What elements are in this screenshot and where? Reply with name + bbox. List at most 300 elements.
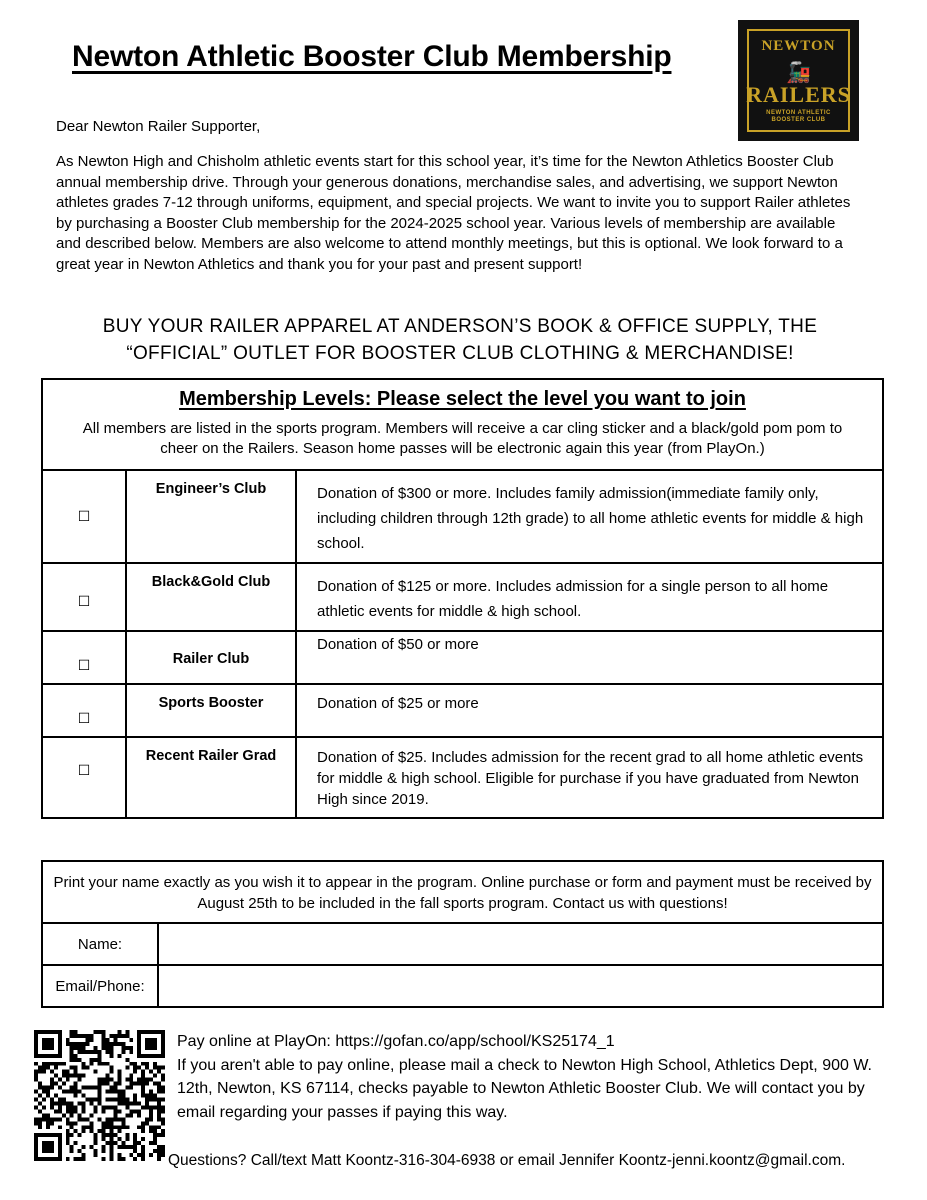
- qr-module: [66, 1078, 70, 1082]
- qr-module: [42, 1030, 46, 1034]
- qr-module: [82, 1034, 86, 1038]
- qr-module: [78, 1113, 82, 1117]
- qr-module: [101, 1149, 105, 1153]
- qr-module: [34, 1090, 38, 1094]
- qr-module: [58, 1101, 62, 1105]
- level-name: Sports Booster: [126, 684, 296, 737]
- qr-module: [78, 1078, 82, 1082]
- qr-module: [86, 1034, 90, 1038]
- level-name: Railer Club: [126, 631, 296, 684]
- qr-module: [46, 1113, 50, 1117]
- qr-module: [86, 1125, 90, 1129]
- qr-module: [74, 1074, 78, 1078]
- qr-module: [109, 1153, 113, 1157]
- qr-module: [113, 1082, 117, 1086]
- qr-module: [105, 1090, 109, 1094]
- qr-module: [70, 1058, 74, 1062]
- qr-module: [50, 1086, 54, 1090]
- qr-module: [50, 1038, 54, 1042]
- qr-module: [82, 1046, 86, 1050]
- qr-module: [129, 1153, 133, 1157]
- qr-module: [42, 1090, 46, 1094]
- qr-module: [54, 1062, 58, 1066]
- qr-module: [109, 1042, 113, 1046]
- qr-module: [86, 1038, 90, 1042]
- qr-module: [34, 1145, 38, 1149]
- qr-module: [58, 1062, 62, 1066]
- qr-module: [109, 1137, 113, 1141]
- qr-module: [149, 1105, 153, 1109]
- qr-module: [38, 1066, 42, 1070]
- qr-module: [74, 1090, 78, 1094]
- qr-module: [141, 1070, 145, 1074]
- intro-paragraph: As Newton High and Chisholm athletic events start for this school year, it’s time for the Newton Athletics Booster Club annual membership drive. Through your generous donations, merchandise sales, and advertising, we support Newton athletes grades 7-12 through uniforms, equipment, and special projects. We want to invite you to support Railer athletes by purchasing a Booster Club membership for the 2024-2025 school year. Various levels of membership are available and described below. Members are also welcome to attend monthly meetings, but this is optional. We look forward to a great year in Newton Athletics and thank you for your past and present support!: [56, 153, 851, 273]
- qr-module: [66, 1109, 70, 1113]
- qr-module: [94, 1105, 98, 1109]
- qr-module: [109, 1157, 113, 1161]
- qr-module: [157, 1066, 161, 1070]
- qr-module: [70, 1109, 74, 1113]
- level-description: Donation of $25. Includes admission for the recent grad to all home athletic events for middle & high school. Eligible for purchase if you have graduated from Newton High since 2019.: [296, 737, 883, 818]
- qr-module: [42, 1062, 46, 1066]
- qr-module: [46, 1094, 50, 1098]
- qr-module: [42, 1070, 46, 1074]
- checkbox-railer-club[interactable]: ☐: [42, 631, 126, 684]
- qr-module: [117, 1074, 121, 1078]
- qr-module: [109, 1050, 113, 1054]
- qr-module: [117, 1082, 121, 1086]
- qr-module: [145, 1082, 149, 1086]
- qr-module: [113, 1109, 117, 1113]
- qr-module: [54, 1074, 58, 1078]
- qr-module: [153, 1105, 157, 1109]
- qr-module: [161, 1050, 165, 1054]
- qr-module: [149, 1153, 153, 1157]
- qr-module: [54, 1101, 58, 1105]
- qr-module: [129, 1074, 133, 1078]
- checkbox-recent-railer-grad[interactable]: ☐: [42, 737, 126, 818]
- qr-module: [105, 1078, 109, 1082]
- qr-module: [38, 1094, 42, 1098]
- qr-module: [121, 1121, 125, 1125]
- qr-module: [66, 1038, 70, 1042]
- qr-module: [42, 1066, 46, 1070]
- qr-module: [105, 1105, 109, 1109]
- qr-module: [38, 1054, 42, 1058]
- qr-module: [101, 1062, 105, 1066]
- qr-module: [109, 1121, 113, 1125]
- qr-module: [74, 1082, 78, 1086]
- qr-module: [54, 1066, 58, 1070]
- qr-module: [161, 1054, 165, 1058]
- qr-module: [117, 1125, 121, 1129]
- logo-text-newton: NEWTON: [761, 38, 836, 54]
- qr-module: [50, 1133, 54, 1137]
- qr-module: [54, 1054, 58, 1058]
- qr-module: [145, 1066, 149, 1070]
- table-row: [42, 737, 883, 818]
- qr-module: [145, 1042, 149, 1046]
- qr-module: [125, 1058, 129, 1062]
- qr-module: [94, 1153, 98, 1157]
- qr-module: [141, 1074, 145, 1078]
- qr-module: [133, 1082, 137, 1086]
- email-phone-field[interactable]: [158, 965, 883, 1007]
- qr-module: [153, 1062, 157, 1066]
- qr-module: [74, 1046, 78, 1050]
- qr-module: [74, 1094, 78, 1098]
- qr-module: [113, 1042, 117, 1046]
- qr-module: [133, 1070, 137, 1074]
- qr-module: [70, 1050, 74, 1054]
- qr-module: [161, 1042, 165, 1046]
- qr-module: [34, 1050, 38, 1054]
- qr-module: [34, 1149, 38, 1153]
- qr-module: [157, 1070, 161, 1074]
- qr-module: [133, 1133, 137, 1137]
- qr-module: [54, 1157, 58, 1161]
- qr-module: [58, 1030, 62, 1034]
- qr-module: [46, 1042, 50, 1046]
- qr-module: [109, 1149, 113, 1153]
- qr-module: [145, 1097, 149, 1101]
- qr-module: [145, 1105, 149, 1109]
- qr-module: [117, 1129, 121, 1133]
- qr-module: [117, 1117, 121, 1121]
- qr-module: [157, 1113, 161, 1117]
- qr-module: [90, 1097, 94, 1101]
- qr-module: [117, 1042, 121, 1046]
- qr-module: [109, 1078, 113, 1082]
- qr-module: [145, 1062, 149, 1066]
- qr-module: [157, 1117, 161, 1121]
- qr-module: [145, 1101, 149, 1105]
- qr-module: [105, 1133, 109, 1137]
- qr-module: [113, 1097, 117, 1101]
- qr-module: [98, 1062, 102, 1066]
- checkbox-black-gold-club[interactable]: ☐: [42, 563, 126, 631]
- qr-module: [90, 1058, 94, 1062]
- qr-module: [129, 1101, 133, 1105]
- qr-module: [38, 1082, 42, 1086]
- qr-module: [82, 1086, 86, 1090]
- qr-module: [125, 1125, 129, 1129]
- qr-module: [74, 1109, 78, 1113]
- qr-module: [153, 1125, 157, 1129]
- checkbox-engineers-club[interactable]: ☐: [42, 470, 126, 563]
- qr-module: [58, 1034, 62, 1038]
- qr-module: [50, 1149, 54, 1153]
- qr-code[interactable]: [34, 1030, 165, 1161]
- qr-module: [34, 1042, 38, 1046]
- qr-module: [34, 1034, 38, 1038]
- qr-module: [109, 1034, 113, 1038]
- qr-module: [78, 1042, 82, 1046]
- qr-module: [70, 1054, 74, 1058]
- qr-module: [137, 1046, 141, 1050]
- qr-module: [141, 1082, 145, 1086]
- qr-module: [101, 1145, 105, 1149]
- qr-module: [137, 1050, 141, 1054]
- qr-module: [157, 1153, 161, 1157]
- qr-module: [157, 1109, 161, 1113]
- qr-module: [101, 1034, 105, 1038]
- qr-module: [149, 1054, 153, 1058]
- qr-module: [125, 1145, 129, 1149]
- qr-module: [74, 1042, 78, 1046]
- qr-module: [94, 1133, 98, 1137]
- qr-module: [66, 1074, 70, 1078]
- checkbox-sports-booster[interactable]: ☐: [42, 684, 126, 737]
- qr-module: [74, 1070, 78, 1074]
- qr-module: [117, 1101, 121, 1105]
- qr-module: [125, 1034, 129, 1038]
- qr-module: [113, 1125, 117, 1129]
- qr-module: [133, 1094, 137, 1098]
- qr-module: [38, 1121, 42, 1125]
- qr-module: [153, 1074, 157, 1078]
- qr-module: [34, 1078, 38, 1082]
- qr-module: [38, 1070, 42, 1074]
- qr-module: [101, 1030, 105, 1034]
- qr-module: [74, 1034, 78, 1038]
- qr-module: [58, 1086, 62, 1090]
- qr-module: [121, 1117, 125, 1121]
- qr-module: [50, 1145, 54, 1149]
- qr-module: [101, 1082, 105, 1086]
- qr-module: [161, 1117, 165, 1121]
- qr-module: [149, 1125, 153, 1129]
- qr-module: [42, 1141, 46, 1145]
- qr-module: [46, 1086, 50, 1090]
- qr-module: [149, 1129, 153, 1133]
- qr-module: [74, 1157, 78, 1161]
- qr-module: [125, 1030, 129, 1034]
- qr-module: [82, 1062, 86, 1066]
- qr-module: [54, 1109, 58, 1113]
- qr-module: [34, 1133, 38, 1137]
- qr-module: [38, 1030, 42, 1034]
- qr-module: [42, 1105, 46, 1109]
- qr-module: [46, 1149, 50, 1153]
- qr-module: [161, 1066, 165, 1070]
- qr-module: [66, 1117, 70, 1121]
- qr-module: [82, 1129, 86, 1133]
- qr-module: [50, 1042, 54, 1046]
- qr-module: [42, 1113, 46, 1117]
- qr-module: [98, 1054, 102, 1058]
- qr-module: [98, 1129, 102, 1133]
- qr-module: [94, 1137, 98, 1141]
- qr-module: [58, 1137, 62, 1141]
- qr-module: [74, 1121, 78, 1125]
- qr-module: [66, 1157, 70, 1161]
- railers-logo: [738, 20, 859, 141]
- qr-module: [74, 1105, 78, 1109]
- qr-module: [157, 1105, 161, 1109]
- qr-module: [58, 1117, 62, 1121]
- level-description: Donation of $125 or more. Includes admission for a single person to all home athletic events for middle & high school.: [296, 563, 883, 631]
- qr-module: [121, 1157, 125, 1161]
- qr-module: [46, 1046, 50, 1050]
- qr-module: [153, 1082, 157, 1086]
- qr-module: [157, 1157, 161, 1161]
- qr-module: [78, 1149, 82, 1153]
- qr-module: [101, 1078, 105, 1082]
- qr-module: [90, 1113, 94, 1117]
- qr-module: [121, 1097, 125, 1101]
- qr-module: [137, 1125, 141, 1129]
- qr-module: [117, 1090, 121, 1094]
- qr-module: [141, 1054, 145, 1058]
- qr-module: [149, 1097, 153, 1101]
- qr-module: [117, 1054, 121, 1058]
- qr-module: [90, 1101, 94, 1105]
- qr-module: [98, 1097, 102, 1101]
- qr-module: [86, 1097, 90, 1101]
- qr-module: [34, 1105, 38, 1109]
- qr-module: [105, 1121, 109, 1125]
- qr-module: [78, 1046, 82, 1050]
- qr-module: [46, 1121, 50, 1125]
- qr-module: [133, 1157, 137, 1161]
- qr-module: [50, 1157, 54, 1161]
- qr-module: [78, 1034, 82, 1038]
- qr-module: [34, 1070, 38, 1074]
- qr-module: [105, 1125, 109, 1129]
- qr-module: [94, 1141, 98, 1145]
- qr-module: [50, 1097, 54, 1101]
- qr-module: [42, 1149, 46, 1153]
- qr-module: [101, 1109, 105, 1113]
- qr-module: [125, 1105, 129, 1109]
- qr-module: [82, 1109, 86, 1113]
- qr-module: [90, 1062, 94, 1066]
- level-description: Donation of $25 or more: [296, 684, 883, 737]
- qr-module: [34, 1074, 38, 1078]
- qr-module: [66, 1105, 70, 1109]
- qr-module: [121, 1046, 125, 1050]
- qr-module: [129, 1082, 133, 1086]
- qr-module: [125, 1137, 129, 1141]
- qr-module: [70, 1034, 74, 1038]
- qr-module: [70, 1046, 74, 1050]
- qr-module: [82, 1153, 86, 1157]
- qr-module: [70, 1105, 74, 1109]
- qr-module: [117, 1094, 121, 1098]
- qr-module: [149, 1109, 153, 1113]
- qr-module: [50, 1141, 54, 1145]
- qr-module: [50, 1078, 54, 1082]
- qr-module: [46, 1125, 50, 1129]
- qr-module: [133, 1066, 137, 1070]
- qr-module: [161, 1078, 165, 1082]
- qr-module: [58, 1046, 62, 1050]
- qr-module: [157, 1101, 161, 1105]
- name-label: Name:: [42, 923, 158, 965]
- page-title: Newton Athletic Booster Club Membership: [72, 40, 672, 73]
- qr-module: [58, 1153, 62, 1157]
- qr-module: [62, 1101, 66, 1105]
- qr-module: [74, 1054, 78, 1058]
- logo-text-line4: BOOSTER CLUB: [771, 117, 826, 123]
- qr-module: [161, 1129, 165, 1133]
- qr-module: [90, 1121, 94, 1125]
- qr-module: [141, 1030, 145, 1034]
- qr-module: [62, 1074, 66, 1078]
- qr-module: [141, 1094, 145, 1098]
- qr-module: [125, 1113, 129, 1117]
- qr-module: [50, 1121, 54, 1125]
- qr-module: [98, 1078, 102, 1082]
- qr-module: [121, 1090, 125, 1094]
- qr-module: [105, 1042, 109, 1046]
- qr-module: [121, 1094, 125, 1098]
- qr-module: [121, 1050, 125, 1054]
- qr-module: [113, 1038, 117, 1042]
- qr-module: [153, 1030, 157, 1034]
- qr-module: [86, 1117, 90, 1121]
- logo-text-railers: RAILERS: [746, 82, 851, 107]
- qr-module: [34, 1054, 38, 1058]
- qr-module: [46, 1066, 50, 1070]
- qr-module: [117, 1157, 121, 1161]
- qr-module: [90, 1129, 94, 1133]
- qr-module: [105, 1117, 109, 1121]
- qr-module: [38, 1086, 42, 1090]
- qr-module: [153, 1097, 157, 1101]
- qr-module: [66, 1137, 70, 1141]
- qr-module: [46, 1145, 50, 1149]
- qr-module: [82, 1066, 86, 1070]
- qr-module: [78, 1157, 82, 1161]
- qr-module: [129, 1086, 133, 1090]
- qr-module: [121, 1145, 125, 1149]
- qr-module: [133, 1145, 137, 1149]
- qr-module: [121, 1125, 125, 1129]
- qr-module: [46, 1030, 50, 1034]
- qr-module: [161, 1090, 165, 1094]
- qr-module: [101, 1157, 105, 1161]
- name-field[interactable]: [158, 923, 883, 965]
- qr-module: [161, 1121, 165, 1125]
- qr-module: [82, 1101, 86, 1105]
- qr-module: [133, 1137, 137, 1141]
- qr-module: [141, 1153, 145, 1157]
- qr-module: [149, 1030, 153, 1034]
- qr-module: [137, 1038, 141, 1042]
- qr-module: [161, 1086, 165, 1090]
- qr-module: [113, 1090, 117, 1094]
- qr-module: [109, 1066, 113, 1070]
- qr-module: [58, 1038, 62, 1042]
- qr-module: [117, 1070, 121, 1074]
- qr-module: [50, 1062, 54, 1066]
- qr-module: [121, 1101, 125, 1105]
- qr-module: [105, 1050, 109, 1054]
- qr-module: [149, 1042, 153, 1046]
- qr-module: [86, 1050, 90, 1054]
- qr-module: [125, 1078, 129, 1082]
- qr-module: [50, 1054, 54, 1058]
- qr-module: [94, 1058, 98, 1062]
- apparel-notice: [56, 313, 864, 367]
- qr-module: [101, 1125, 105, 1129]
- qr-module: [38, 1109, 42, 1113]
- qr-module: [94, 1097, 98, 1101]
- qr-module: [58, 1105, 62, 1109]
- qr-module: [70, 1042, 74, 1046]
